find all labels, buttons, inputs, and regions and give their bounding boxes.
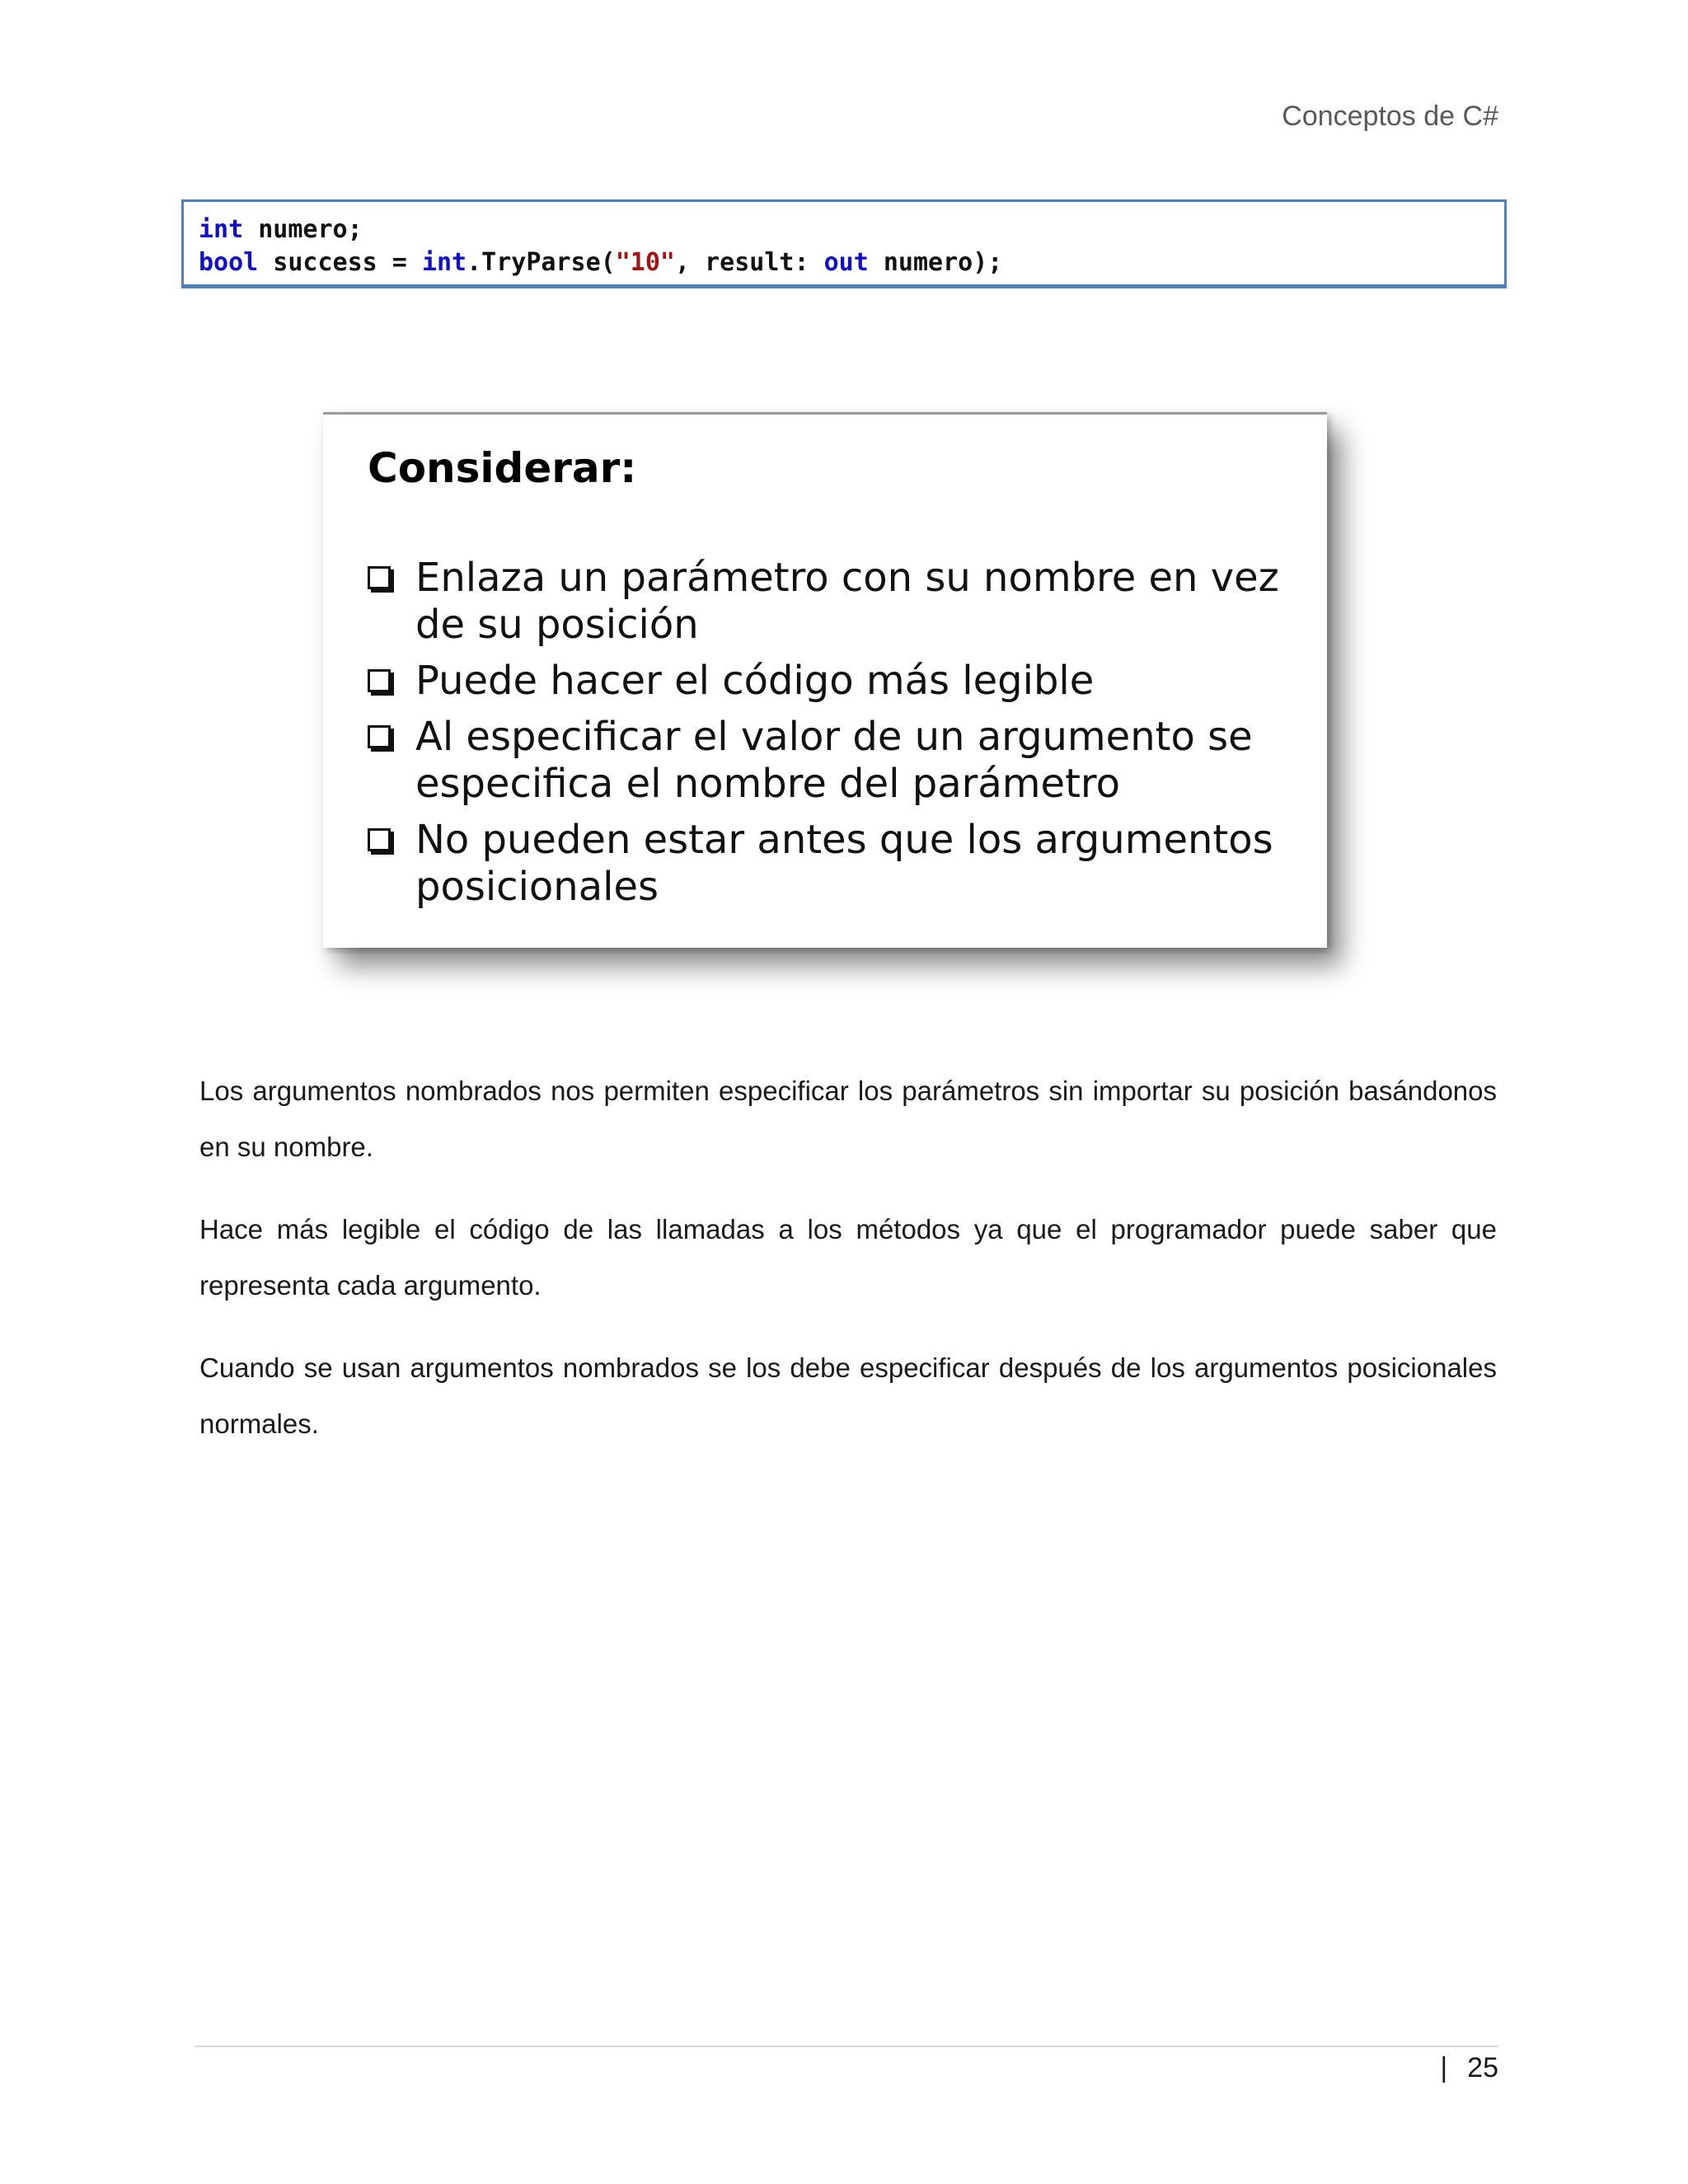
code-keyword: out bbox=[823, 248, 869, 277]
paragraph: Los argumentos nombrados nos permiten especificar los parámetros sin importar su posición basándonos en su nombre. bbox=[199, 1076, 1497, 1162]
paragraph: Hace más legible el código de las llamadas a los métodos ya que el programador puede saber que representa cada argumento. bbox=[199, 1214, 1497, 1301]
code-text: numero; bbox=[243, 215, 363, 244]
page-number-separator: | bbox=[1440, 2052, 1448, 2083]
slide-list-item bbox=[368, 817, 1291, 911]
slide-list-item bbox=[368, 658, 1291, 705]
slide-figure bbox=[323, 412, 1327, 948]
code-string: "10" bbox=[615, 248, 675, 277]
code-line-2 bbox=[199, 246, 1489, 279]
checkbox-bullet-icon bbox=[368, 725, 391, 748]
footer-divider bbox=[195, 2046, 1498, 2047]
code-text: success = bbox=[258, 248, 422, 277]
code-keyword: bool bbox=[199, 248, 259, 277]
slide-title: Considerar: bbox=[368, 444, 637, 492]
slide-item-text: Enlaza un parámetro con su nombre en vez de su posición bbox=[415, 555, 1279, 648]
slide-item-text: No pueden estar antes que los argumentos posicionales bbox=[415, 817, 1273, 910]
paragraph: Cuando se usan argumentos nombrados se los debe especificar después de los argumentos posicionales normales. bbox=[199, 1352, 1497, 1439]
checkbox-bullet-icon bbox=[368, 828, 391, 851]
slide-item-text: Al especificar el valor de un argumento se especifica el nombre del parámetro bbox=[415, 714, 1253, 807]
page-header-title: Conceptos de C# bbox=[1282, 101, 1498, 132]
code-block bbox=[181, 199, 1507, 288]
code-keyword: int bbox=[199, 215, 244, 244]
code-keyword: int bbox=[421, 248, 467, 277]
code-text: .TryParse( bbox=[467, 248, 616, 277]
code-text: numero); bbox=[868, 248, 1003, 277]
code-line-1 bbox=[199, 213, 1489, 246]
slide-list-item bbox=[368, 714, 1291, 808]
body-text bbox=[199, 1063, 1497, 1479]
code-text: , result: bbox=[675, 248, 824, 277]
page-number bbox=[1440, 2052, 1498, 2084]
slide-bullet-list bbox=[368, 555, 1291, 920]
checkbox-bullet-icon bbox=[368, 566, 391, 589]
page-number-value: 25 bbox=[1467, 2052, 1498, 2083]
slide-list-item bbox=[368, 555, 1291, 649]
checkbox-bullet-icon bbox=[368, 669, 391, 692]
slide-item-text: Puede hacer el código más legible bbox=[415, 658, 1095, 704]
